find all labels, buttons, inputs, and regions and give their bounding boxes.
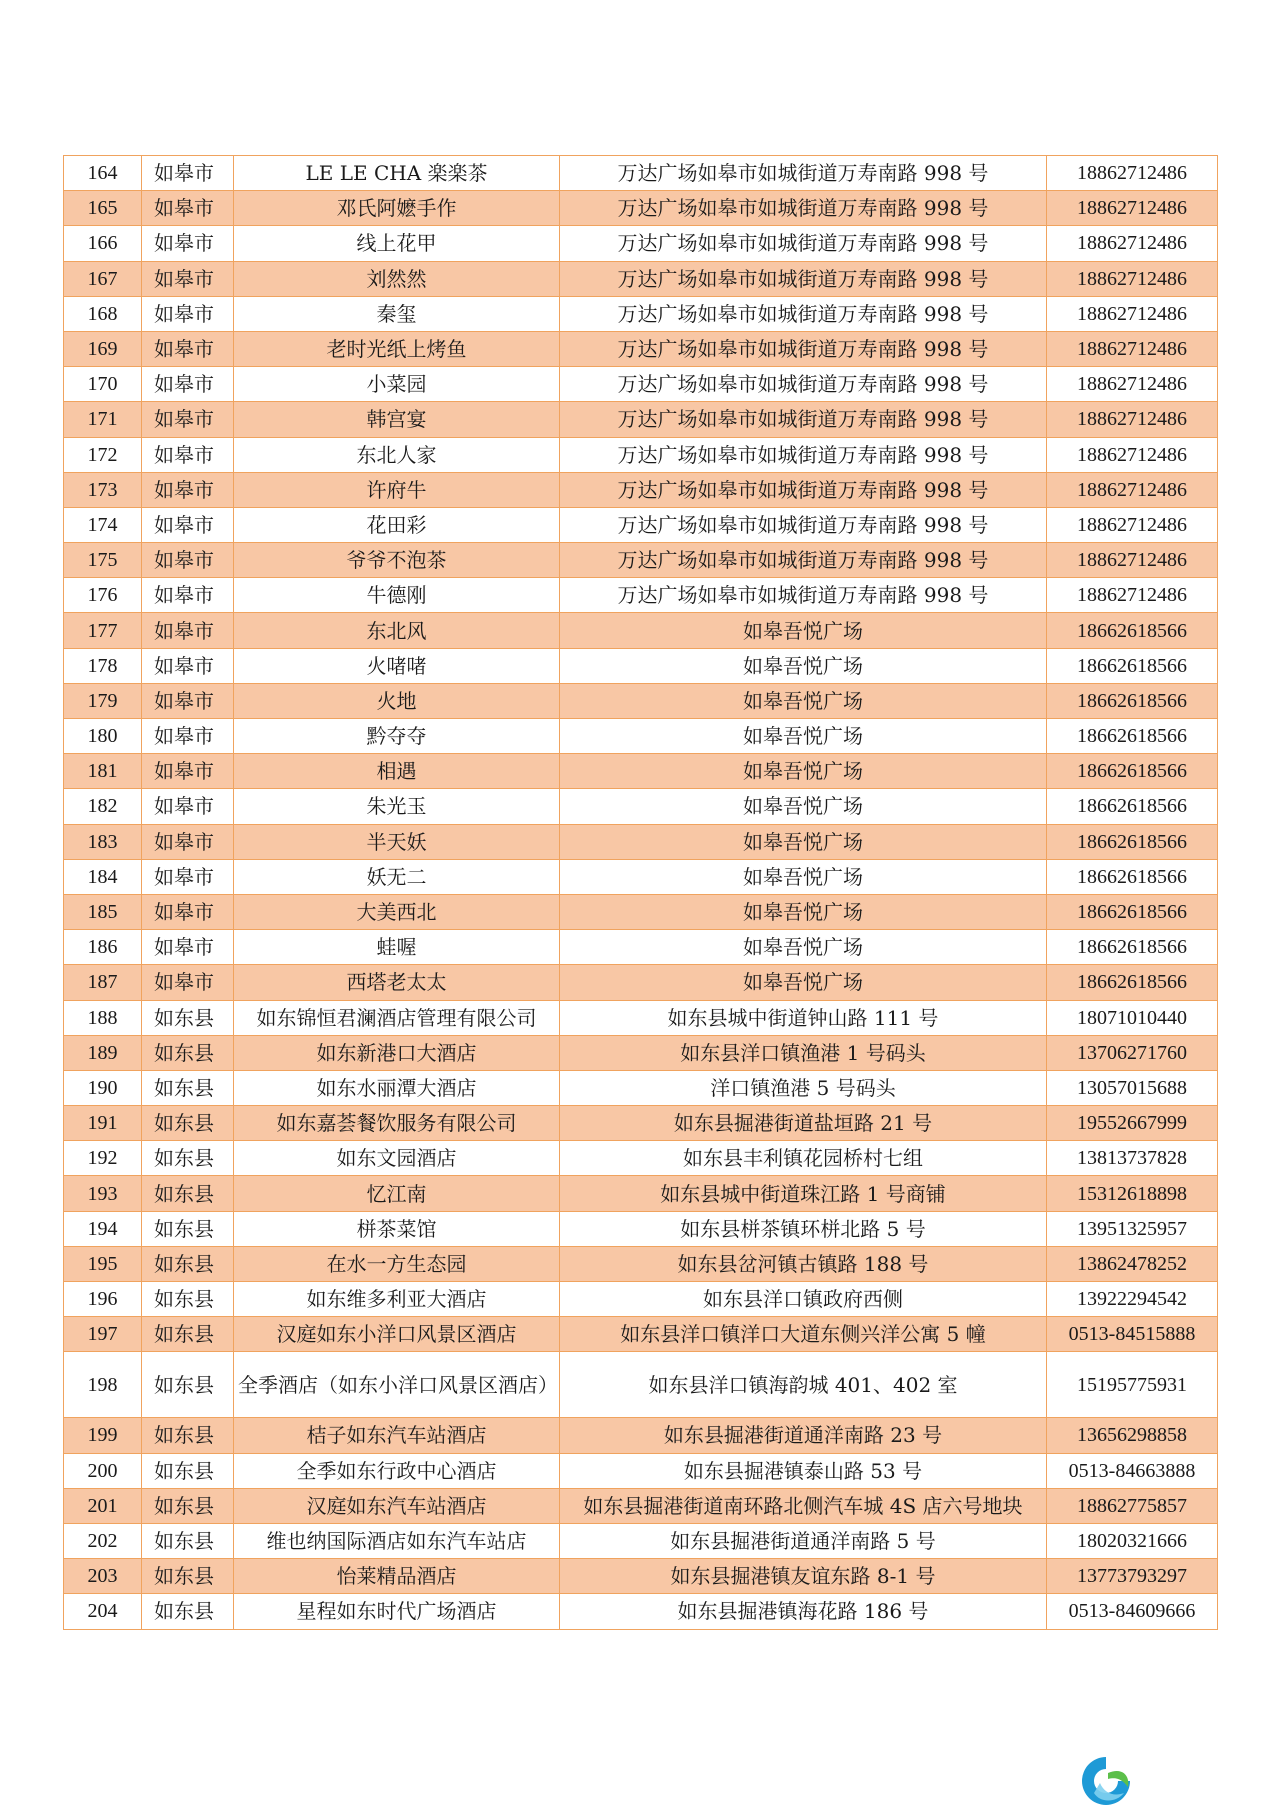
row-city: 如皋市	[142, 578, 234, 613]
row-number: 182	[64, 789, 142, 824]
row-address: 如东县掘港街道通洋南路 5 号	[560, 1523, 1047, 1558]
table-row	[64, 543, 1218, 578]
row-address: 如东县掘港街道南环路北侧汽车城 4S 店六号地块	[560, 1488, 1047, 1523]
row-phone: 18862712486	[1047, 437, 1218, 472]
row-city: 如东县	[142, 1453, 234, 1488]
row-address: 万达广场如皋市如城街道万寿南路 998 号	[560, 578, 1047, 613]
row-city: 如皋市	[142, 367, 234, 402]
row-phone: 19552667999	[1047, 1106, 1218, 1141]
row-name: 邓氏阿嬷手作	[234, 191, 560, 226]
row-phone: 18662618566	[1047, 894, 1218, 929]
row-city: 如皋市	[142, 754, 234, 789]
row-city: 如东县	[142, 1523, 234, 1558]
row-phone: 0513-84663888	[1047, 1453, 1218, 1488]
row-name: 蛙喔	[234, 930, 560, 965]
row-city: 如皋市	[142, 437, 234, 472]
table-row	[64, 296, 1218, 331]
table-row	[64, 1176, 1218, 1211]
row-city: 如东县	[142, 1000, 234, 1035]
row-name: 大美西北	[234, 894, 560, 929]
row-address: 如东县城中街道珠江路 1 号商铺	[560, 1176, 1047, 1211]
row-name: 栟茶菜馆	[234, 1211, 560, 1246]
table-row	[64, 1453, 1218, 1488]
row-phone: 13922294542	[1047, 1282, 1218, 1317]
row-number: 192	[64, 1141, 142, 1176]
row-name: 怡莱精品酒店	[234, 1559, 560, 1594]
row-phone: 18862775857	[1047, 1488, 1218, 1523]
table-row	[64, 1594, 1218, 1629]
row-address: 万达广场如皋市如城街道万寿南路 998 号	[560, 261, 1047, 296]
row-phone: 18862712486	[1047, 472, 1218, 507]
row-number: 176	[64, 578, 142, 613]
row-number: 183	[64, 824, 142, 859]
row-number: 188	[64, 1000, 142, 1035]
table-row	[64, 789, 1218, 824]
row-number: 199	[64, 1418, 142, 1453]
row-number: 204	[64, 1594, 142, 1629]
row-address: 如东县丰利镇花园桥村七组	[560, 1141, 1047, 1176]
row-phone: 18862712486	[1047, 543, 1218, 578]
row-phone: 18662618566	[1047, 648, 1218, 683]
row-name: 刘然然	[234, 261, 560, 296]
table-row	[64, 683, 1218, 718]
row-name: 东北风	[234, 613, 560, 648]
table-row	[64, 1070, 1218, 1105]
row-number: 197	[64, 1317, 142, 1352]
row-number: 194	[64, 1211, 142, 1246]
row-number: 184	[64, 859, 142, 894]
table-row	[64, 754, 1218, 789]
row-name: 黔夺夺	[234, 719, 560, 754]
table-row	[64, 1317, 1218, 1352]
row-address: 如东县掘港镇友谊东路 8-1 号	[560, 1559, 1047, 1594]
row-number: 202	[64, 1523, 142, 1558]
row-number: 190	[64, 1070, 142, 1105]
row-number: 166	[64, 226, 142, 261]
row-city: 如皋市	[142, 930, 234, 965]
table-body	[64, 156, 1218, 1630]
table-row	[64, 1000, 1218, 1035]
row-city: 如东县	[142, 1559, 234, 1594]
row-phone: 18862712486	[1047, 226, 1218, 261]
row-name: 如东嘉荟餐饮服务有限公司	[234, 1106, 560, 1141]
row-phone: 18862712486	[1047, 331, 1218, 366]
row-number: 198	[64, 1352, 142, 1418]
row-name: 如东水丽潭大酒店	[234, 1070, 560, 1105]
row-name: 爷爷不泡茶	[234, 543, 560, 578]
row-number: 203	[64, 1559, 142, 1594]
table-row	[64, 719, 1218, 754]
row-address: 如东县岔河镇古镇路 188 号	[560, 1246, 1047, 1281]
row-phone: 18020321666	[1047, 1523, 1218, 1558]
row-phone: 18662618566	[1047, 683, 1218, 718]
row-city: 如皋市	[142, 472, 234, 507]
row-name: 秦玺	[234, 296, 560, 331]
row-number: 168	[64, 296, 142, 331]
row-name: 半天妖	[234, 824, 560, 859]
row-address: 如皋吾悦广场	[560, 859, 1047, 894]
row-phone: 18662618566	[1047, 754, 1218, 789]
table-row	[64, 261, 1218, 296]
row-phone: 18662618566	[1047, 613, 1218, 648]
row-city: 如皋市	[142, 683, 234, 718]
row-city: 如东县	[142, 1352, 234, 1418]
row-name: 火地	[234, 683, 560, 718]
row-address: 万达广场如皋市如城街道万寿南路 998 号	[560, 472, 1047, 507]
row-city: 如皋市	[142, 648, 234, 683]
row-number: 181	[64, 754, 142, 789]
row-address: 如东县掘港镇泰山路 53 号	[560, 1453, 1047, 1488]
row-name: 小菜园	[234, 367, 560, 402]
table-row	[64, 507, 1218, 542]
table-row	[64, 859, 1218, 894]
table-row	[64, 1488, 1218, 1523]
row-address: 如皋吾悦广场	[560, 824, 1047, 859]
row-city: 如皋市	[142, 859, 234, 894]
row-city: 如东县	[142, 1246, 234, 1281]
row-name: 妖无二	[234, 859, 560, 894]
row-address: 如东县洋口镇洋口大道东侧兴洋公寓 5 幢	[560, 1317, 1047, 1352]
row-phone: 13773793297	[1047, 1559, 1218, 1594]
row-address: 如皋吾悦广场	[560, 683, 1047, 718]
row-name: 朱光玉	[234, 789, 560, 824]
row-address: 如皋吾悦广场	[560, 894, 1047, 929]
row-number: 175	[64, 543, 142, 578]
row-address: 如东县掘港街道通洋南路 23 号	[560, 1418, 1047, 1453]
listing-table-container	[63, 155, 1217, 1630]
row-number: 195	[64, 1246, 142, 1281]
row-number: 180	[64, 719, 142, 754]
table-row	[64, 472, 1218, 507]
row-phone: 15195775931	[1047, 1352, 1218, 1418]
table-row	[64, 1246, 1218, 1281]
table-row	[64, 1523, 1218, 1558]
row-phone: 18662618566	[1047, 859, 1218, 894]
row-name: 忆江南	[234, 1176, 560, 1211]
row-city: 如皋市	[142, 894, 234, 929]
row-city: 如皋市	[142, 402, 234, 437]
row-name: 如东锦恒君澜酒店管理有限公司	[234, 1000, 560, 1035]
row-phone: 18862712486	[1047, 402, 1218, 437]
row-address: 如东县洋口镇政府西侧	[560, 1282, 1047, 1317]
row-city: 如东县	[142, 1282, 234, 1317]
row-address: 万达广场如皋市如城街道万寿南路 998 号	[560, 296, 1047, 331]
row-number: 196	[64, 1282, 142, 1317]
row-address: 如东县城中街道钟山路 111 号	[560, 1000, 1047, 1035]
table-row	[64, 1141, 1218, 1176]
table-row	[64, 1352, 1218, 1418]
row-city: 如皋市	[142, 719, 234, 754]
business-listing-table	[63, 155, 1218, 1630]
table-row	[64, 613, 1218, 648]
row-name: 如东新港口大酒店	[234, 1035, 560, 1070]
row-address: 如皋吾悦广场	[560, 965, 1047, 1000]
row-number: 185	[64, 894, 142, 929]
row-number: 173	[64, 472, 142, 507]
row-number: 193	[64, 1176, 142, 1211]
row-address: 洋口镇渔港 5 号码头	[560, 1070, 1047, 1105]
row-phone: 18662618566	[1047, 719, 1218, 754]
table-row	[64, 1418, 1218, 1453]
table-row	[64, 1106, 1218, 1141]
row-city: 如皋市	[142, 543, 234, 578]
row-address: 如东县栟茶镇环栟北路 5 号	[560, 1211, 1047, 1246]
row-name: 许府牛	[234, 472, 560, 507]
row-name: 东北人家	[234, 437, 560, 472]
row-address: 万达广场如皋市如城街道万寿南路 998 号	[560, 437, 1047, 472]
row-address: 如皋吾悦广场	[560, 648, 1047, 683]
row-name: 线上花甲	[234, 226, 560, 261]
table-row	[64, 156, 1218, 191]
table-row	[64, 226, 1218, 261]
row-phone: 13057015688	[1047, 1070, 1218, 1105]
row-phone: 0513-84609666	[1047, 1594, 1218, 1629]
row-address: 万达广场如皋市如城街道万寿南路 998 号	[560, 331, 1047, 366]
row-address: 如东县掘港街道盐垣路 21 号	[560, 1106, 1047, 1141]
table-row	[64, 894, 1218, 929]
row-phone: 18862712486	[1047, 507, 1218, 542]
row-city: 如皋市	[142, 156, 234, 191]
row-name: 桔子如东汽车站酒店	[234, 1418, 560, 1453]
row-number: 164	[64, 156, 142, 191]
row-number: 179	[64, 683, 142, 718]
row-phone: 18862712486	[1047, 261, 1218, 296]
row-city: 如东县	[142, 1176, 234, 1211]
row-phone: 18862712486	[1047, 578, 1218, 613]
row-number: 172	[64, 437, 142, 472]
row-name: 汉庭如东汽车站酒店	[234, 1488, 560, 1523]
row-number: 165	[64, 191, 142, 226]
table-row	[64, 930, 1218, 965]
row-city: 如东县	[142, 1317, 234, 1352]
row-phone: 13706271760	[1047, 1035, 1218, 1070]
row-phone: 18071010440	[1047, 1000, 1218, 1035]
row-number: 186	[64, 930, 142, 965]
company-logo-icon	[1078, 1753, 1134, 1809]
row-address: 如皋吾悦广场	[560, 930, 1047, 965]
row-address: 如东县洋口镇海韵城 401、402 室	[560, 1352, 1047, 1418]
row-number: 171	[64, 402, 142, 437]
table-row	[64, 367, 1218, 402]
row-name: 牛德刚	[234, 578, 560, 613]
row-address: 如东县洋口镇渔港 1 号码头	[560, 1035, 1047, 1070]
row-number: 178	[64, 648, 142, 683]
row-phone: 13656298858	[1047, 1418, 1218, 1453]
row-phone: 18862712486	[1047, 191, 1218, 226]
row-number: 170	[64, 367, 142, 402]
row-phone: 18662618566	[1047, 965, 1218, 1000]
row-address: 万达广场如皋市如城街道万寿南路 998 号	[560, 191, 1047, 226]
row-phone: 18862712486	[1047, 367, 1218, 402]
row-city: 如东县	[142, 1070, 234, 1105]
row-city: 如东县	[142, 1211, 234, 1246]
row-city: 如皋市	[142, 824, 234, 859]
row-phone: 0513-84515888	[1047, 1317, 1218, 1352]
row-city: 如皋市	[142, 965, 234, 1000]
row-name: 老时光纸上烤鱼	[234, 331, 560, 366]
row-address: 万达广场如皋市如城街道万寿南路 998 号	[560, 507, 1047, 542]
table-row	[64, 965, 1218, 1000]
row-name: 汉庭如东小洋口风景区酒店	[234, 1317, 560, 1352]
row-city: 如东县	[142, 1418, 234, 1453]
row-number: 201	[64, 1488, 142, 1523]
table-row	[64, 402, 1218, 437]
table-row	[64, 1559, 1218, 1594]
row-address: 万达广场如皋市如城街道万寿南路 998 号	[560, 226, 1047, 261]
row-number: 187	[64, 965, 142, 1000]
table-row	[64, 331, 1218, 366]
row-address: 万达广场如皋市如城街道万寿南路 998 号	[560, 367, 1047, 402]
row-name: 花田彩	[234, 507, 560, 542]
row-phone: 18662618566	[1047, 930, 1218, 965]
row-city: 如皋市	[142, 613, 234, 648]
row-city: 如皋市	[142, 191, 234, 226]
row-number: 174	[64, 507, 142, 542]
row-name: 火啫啫	[234, 648, 560, 683]
row-name: 相遇	[234, 754, 560, 789]
row-address: 如皋吾悦广场	[560, 719, 1047, 754]
table-row	[64, 648, 1218, 683]
row-address: 如皋吾悦广场	[560, 789, 1047, 824]
row-name: 如东文园酒店	[234, 1141, 560, 1176]
row-city: 如皋市	[142, 331, 234, 366]
row-number: 169	[64, 331, 142, 366]
row-address: 如皋吾悦广场	[560, 613, 1047, 648]
row-phone: 15312618898	[1047, 1176, 1218, 1211]
row-city: 如东县	[142, 1141, 234, 1176]
row-name: 在水一方生态园	[234, 1246, 560, 1281]
row-city: 如东县	[142, 1488, 234, 1523]
row-city: 如皋市	[142, 789, 234, 824]
row-phone: 18662618566	[1047, 789, 1218, 824]
row-number: 189	[64, 1035, 142, 1070]
row-name: 全季如东行政中心酒店	[234, 1453, 560, 1488]
row-name: 维也纳国际酒店如东汽车站店	[234, 1523, 560, 1558]
row-number: 191	[64, 1106, 142, 1141]
row-city: 如皋市	[142, 226, 234, 261]
row-name: 星程如东时代广场酒店	[234, 1594, 560, 1629]
row-phone: 18862712486	[1047, 296, 1218, 331]
table-row	[64, 1035, 1218, 1070]
row-name: 如东维多利亚大酒店	[234, 1282, 560, 1317]
row-phone: 18662618566	[1047, 824, 1218, 859]
row-city: 如皋市	[142, 261, 234, 296]
table-row	[64, 1282, 1218, 1317]
row-name: 韩宫宴	[234, 402, 560, 437]
row-phone: 18862712486	[1047, 156, 1218, 191]
row-name: 西塔老太太	[234, 965, 560, 1000]
table-row	[64, 1211, 1218, 1246]
table-row	[64, 578, 1218, 613]
row-address: 如东县掘港镇海花路 186 号	[560, 1594, 1047, 1629]
row-name: LE LE CHA 楽楽茶	[234, 156, 560, 191]
table-row	[64, 437, 1218, 472]
table-row	[64, 824, 1218, 859]
row-city: 如东县	[142, 1035, 234, 1070]
table-row	[64, 191, 1218, 226]
row-city: 如东县	[142, 1106, 234, 1141]
row-phone: 13813737828	[1047, 1141, 1218, 1176]
row-phone: 13862478252	[1047, 1246, 1218, 1281]
row-name: 全季酒店（如东小洋口风景区酒店）	[234, 1352, 560, 1418]
row-phone: 13951325957	[1047, 1211, 1218, 1246]
row-city: 如东县	[142, 1594, 234, 1629]
row-number: 167	[64, 261, 142, 296]
row-number: 177	[64, 613, 142, 648]
row-address: 如皋吾悦广场	[560, 754, 1047, 789]
row-address: 万达广场如皋市如城街道万寿南路 998 号	[560, 156, 1047, 191]
row-number: 200	[64, 1453, 142, 1488]
row-city: 如皋市	[142, 507, 234, 542]
row-city: 如皋市	[142, 296, 234, 331]
row-address: 万达广场如皋市如城街道万寿南路 998 号	[560, 543, 1047, 578]
row-address: 万达广场如皋市如城街道万寿南路 998 号	[560, 402, 1047, 437]
